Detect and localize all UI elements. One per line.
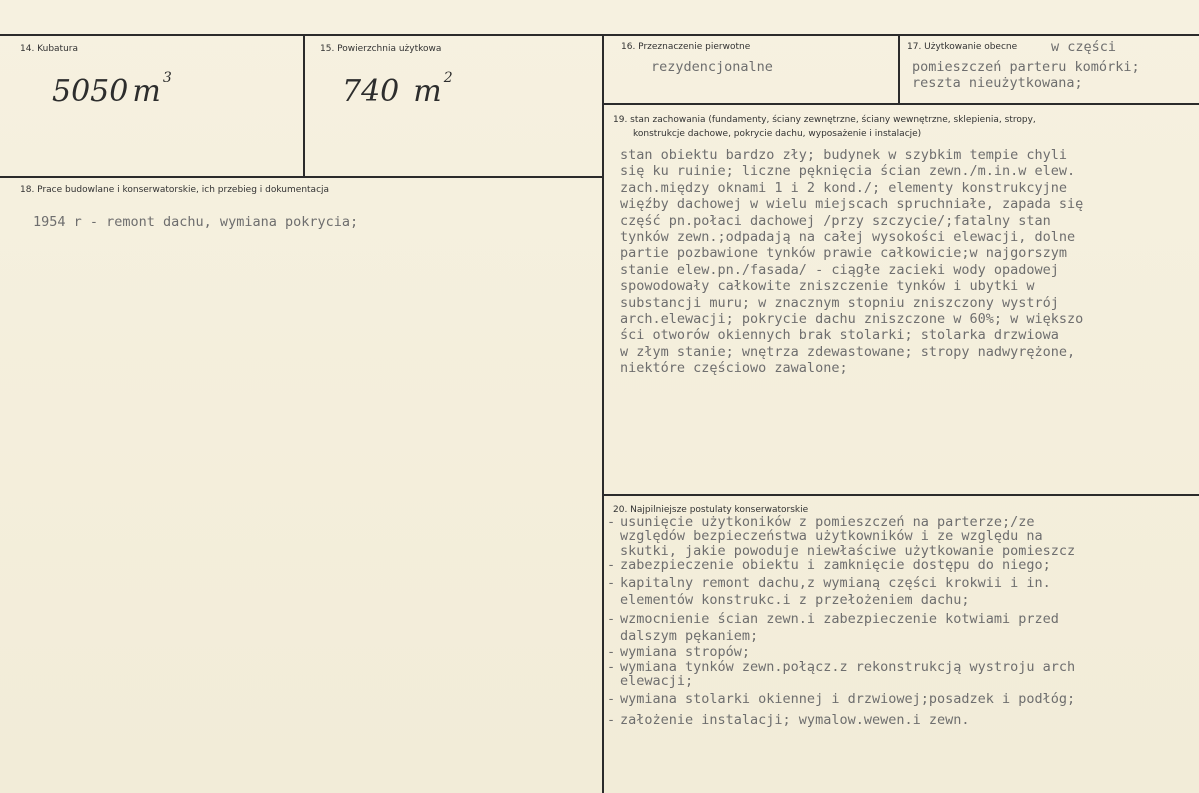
postulat-text: kapitalny remont dachu,z wymianą części krokwii i in. (620, 575, 1051, 592)
stan-zachowania-line: się ku ruinie; liczne pęknięcia ścian zewn./m.in.w elew. (620, 163, 1076, 180)
stan-zachowania-line: partie pozbawione tynków prawie całkowicie;w najgorszym (620, 245, 1068, 262)
uzytkowanie-line-2: pomieszczeń parteru komórki; (912, 59, 1140, 75)
postulat-line (607, 558, 1075, 572)
postulat-text: wzmocnienie ścian zewn.i zabezpieczenie kotwiami przed (620, 610, 1059, 627)
postulat-text: dalszym pękaniem; (620, 628, 759, 645)
stan-zachowania-line: niektóre częściowo zawalone; (620, 360, 848, 377)
przeznaczenie-value: rezydencjonalne (651, 59, 773, 75)
field14-15-divider (303, 34, 305, 176)
postulat-line (607, 660, 1075, 674)
postulaty-label: 20. Najpilniejsze postulaty konserwatorskie (613, 505, 809, 515)
stan-zachowania-label-1: 19. stan zachowania (fundamenty, ściany zewnętrzne, ściany wewnętrzne, sklepienia, stropy, (613, 115, 1036, 125)
uzytkowanie-line-1: w części (1051, 39, 1117, 55)
postulat-text: usunięcie użytkoników z pomieszczeń na parterze;/ze (620, 514, 1035, 530)
stan-zachowania-line: tynków zewn.;odpadają na całej wysokości elewacji, dolne (620, 229, 1076, 246)
field16-17-divider (898, 34, 900, 103)
prace-label: 18. Prace budowlane i konserwatorskie, ich przebieg i dokumentacja (20, 185, 330, 195)
przeznaczenie-label: 16. Przeznaczenie pierwotne (621, 42, 751, 52)
stan-zachowania-line: zach.między oknami 1 i 2 kond./; elementy konstrukcyjne (620, 179, 1068, 196)
postulat-text: wymiana tynków zewn.połącz.z rekonstrukcją wystroju arch (620, 658, 1076, 675)
stan-zachowania-line: spowodowały całkowite zniszczenie tynków i ubytki w (620, 278, 1035, 295)
postulat-line (607, 674, 1075, 688)
postulat-dash: - (607, 658, 616, 675)
postulat-line (607, 645, 1075, 659)
postulat-text: zabezpieczenie obiektu i zamknięcie dostępu do niego; (620, 556, 1051, 573)
stan-zachowania-label-2: konstrukcje dachowe, pokrycie dachu, wyposażenie i instalacje) (633, 129, 922, 139)
uzytkowanie-label: 17. Użytkowanie obecne (907, 42, 1018, 52)
top-border-line (0, 34, 1199, 36)
stan-zachowania-line: więźby dachowej w wielu miejscach spruchniałe, zapada się (620, 196, 1084, 213)
stan-zachowania-line: część pn.połaci dachowej /przy szczycie/;fatalny stan (620, 212, 1051, 229)
prace-value: 1954 r - remont dachu, wymiana pokrycia; (33, 214, 359, 230)
stan-zachowania-line: stan obiektu bardzo zły; budynek w szybkim tempie chyli (620, 147, 1068, 163)
postulat-line (607, 515, 1075, 529)
powierzchnia-number: 740 (342, 74, 400, 109)
postulat-text: skutki, jakie powoduje niewłaściwe użytkowanie pomieszcz (620, 542, 1076, 559)
postulat-line (607, 593, 1075, 607)
postulat-line (607, 713, 1075, 727)
stan-zachowania-line: stanie elew.pn./fasada/ - ciągłe zacieki wody opadowej (620, 261, 1059, 278)
stan-zachowania-text (620, 147, 1083, 377)
postulat-dash: - (607, 575, 616, 592)
powierzchnia-unit-exponent: 2 (443, 70, 453, 86)
kubatura-value (52, 70, 172, 109)
postulat-dash: - (607, 691, 616, 708)
powierzchnia-unit: m (413, 74, 442, 109)
right-lower-divider (603, 494, 1199, 496)
postulat-line (607, 692, 1075, 706)
postulat-line (607, 529, 1075, 543)
postulat-text: założenie instalacji; wymalow.wewen.i zewn. (620, 711, 970, 728)
kubatura-label: 14. Kubatura (20, 44, 79, 54)
left-section-divider (0, 176, 603, 178)
postulat-text: elewacji; (620, 672, 694, 689)
postulat-dash: - (607, 514, 616, 530)
postulat-dash: - (607, 644, 616, 661)
postulat-text: wymiana stropów; (620, 644, 751, 661)
postulat-line (607, 612, 1075, 626)
postulat-dash: - (607, 556, 616, 573)
postulat-line (607, 629, 1075, 643)
postulat-text: względów bezpieczeństwa użytkowników i ze względu na (620, 528, 1043, 545)
powierzchnia-value (342, 70, 453, 109)
kubatura-unit-exponent: 3 (162, 70, 172, 86)
powierzchnia-label: 15. Powierzchnia użytkowa (320, 44, 442, 54)
stan-zachowania-line: arch.elewacji; pokrycie dachu zniszczone w 60%; w większo (620, 311, 1084, 328)
kubatura-unit: m (132, 74, 161, 109)
postulat-text: wymiana stolarki okiennej i drzwiowej;posadzek i podłóg; (620, 691, 1076, 708)
postulat-dash: - (607, 610, 616, 627)
postulat-line (607, 576, 1075, 590)
stan-zachowania-line: substancji muru; w znacznym stopniu zniszczony wystrój (620, 294, 1059, 311)
postulat-dash: - (607, 711, 616, 728)
postulat-line (607, 544, 1075, 558)
main-vertical-divider (602, 34, 604, 793)
postulaty-text (607, 515, 1075, 727)
kubatura-number: 5050 (52, 74, 129, 109)
postulat-text: elementów konstrukc.i z przełożeniem dachu; (620, 592, 970, 609)
stan-zachowania-line: w złym stanie; wnętrza zdewastowane; stropy nadwyrężone, (620, 343, 1076, 360)
right-upper-divider (603, 103, 1199, 105)
uzytkowanie-line-3: reszta nieużytkowana; (912, 75, 1083, 91)
stan-zachowania-line: ści otworów okiennych brak stolarki; stolarka drzwiowa (620, 327, 1059, 344)
